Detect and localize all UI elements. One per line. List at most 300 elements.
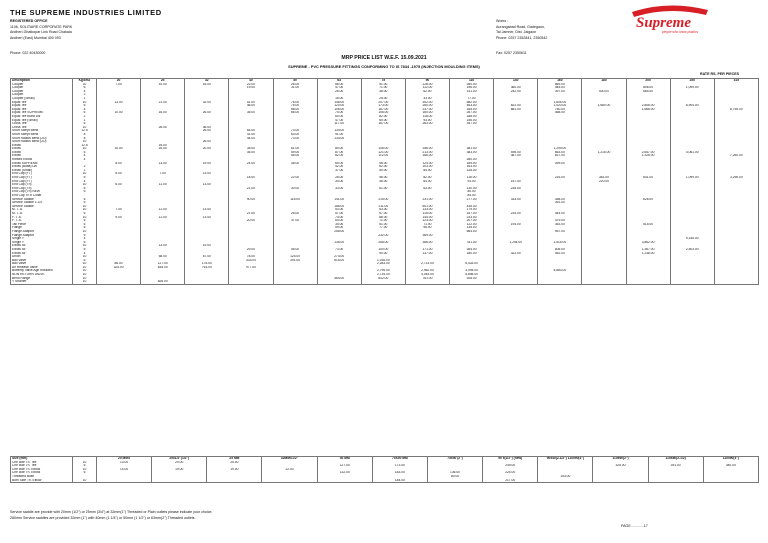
- price-cell: 16.00: [185, 83, 229, 87]
- price-cell: 36.00: [185, 126, 229, 130]
- price-cell: 19.00: [152, 468, 207, 472]
- price-cell: 167.00: [361, 122, 405, 126]
- price-cell: 156.00: [450, 119, 494, 123]
- page-number: PAGE.............17: [621, 524, 648, 528]
- price-cell: 84.00: [450, 194, 494, 198]
- price-cell: 263.00: [405, 122, 449, 126]
- item-description: F. T. A.: [11, 216, 73, 220]
- price-cell: 827.00: [538, 154, 582, 158]
- price-cell: 258.00: [317, 230, 361, 234]
- price-cell: 26.00: [185, 140, 229, 144]
- price-cell: 445.00: [538, 86, 582, 90]
- price-cell: 34.00: [317, 223, 361, 227]
- price-cell: 20.00: [152, 461, 207, 465]
- price-cell: 127.00: [141, 262, 185, 266]
- item-description: Elbow: [11, 147, 73, 151]
- price-cell: 664.00: [450, 230, 494, 234]
- price-cell: 440.00: [703, 464, 758, 468]
- price-cell: 60.00: [361, 119, 405, 123]
- price-cell: 3,094.00: [450, 269, 494, 273]
- price-cell: 153.00: [538, 475, 593, 479]
- item-description: Flange Adaptor: [11, 234, 73, 238]
- price-cell: 63.00: [405, 187, 449, 191]
- table-row: [11, 280, 759, 284]
- pressure-rating: 10: [73, 205, 97, 209]
- price-cell: 50.00: [361, 169, 405, 173]
- pressure-rating: 8: [73, 133, 97, 137]
- pressure-rating: 10: [73, 244, 97, 248]
- pressure-rating: 4: [73, 90, 97, 94]
- pressure-rating: 8: [73, 137, 97, 141]
- price-cell: 19.00: [207, 468, 262, 472]
- price-cell: 47.00: [317, 86, 361, 90]
- price-cell: 16.00: [141, 111, 185, 115]
- price-cell: 26.00: [141, 126, 185, 130]
- item-description: Equal Tee: [11, 108, 73, 112]
- price-cell: 38.00: [273, 162, 317, 166]
- price-cell: [670, 280, 714, 284]
- pressure-rating: 6: [73, 223, 97, 227]
- item-description: Service Saddle 1-1/2": [11, 201, 73, 205]
- price-table: [10, 78, 759, 285]
- price-cell: 84.00: [405, 169, 449, 173]
- pressure-rating: 10: [73, 126, 97, 130]
- price-cell: 96.00: [405, 226, 449, 230]
- pressure-rating: 6: [73, 122, 97, 126]
- pressure-rating: 6: [73, 471, 97, 475]
- pressure-rating: 10: [73, 83, 97, 87]
- price-cell: 280.00: [450, 83, 494, 87]
- price-cell: 128.00: [405, 83, 449, 87]
- price-cell: 73.00: [273, 137, 317, 141]
- price-cell: 333.00: [494, 198, 538, 202]
- price-cell: [152, 479, 207, 483]
- price-cell: 325.00: [97, 266, 141, 270]
- pressure-rating: 1: [73, 119, 97, 123]
- column-header: 40: [229, 79, 273, 83]
- address-line: Andheri-Ghatkopar Link Road Chakala: [10, 30, 72, 35]
- item-description: Flange Adaptor: [11, 230, 73, 234]
- item-description: Equal Tee (Small): [11, 119, 73, 123]
- price-cell: 763.00: [185, 266, 229, 270]
- pressure-rating: 10: [73, 277, 97, 281]
- price-cell: 397.00: [538, 90, 582, 94]
- address-line: Works :: [496, 19, 509, 23]
- price-cell: 96.00: [361, 162, 405, 166]
- price-cell: [626, 280, 670, 284]
- price-cell: 93.00: [405, 119, 449, 123]
- price-cell: 681.00: [494, 108, 538, 112]
- supreme-logo-graphic: [628, 3, 714, 36]
- price-cell: 124.00: [273, 255, 317, 259]
- pressure-rating: 6: [73, 176, 97, 180]
- price-cell: 7,250.00: [714, 154, 758, 158]
- price-cell: 67.00: [361, 212, 405, 216]
- footnote: Service saddle are provide with 20mm (1/2") or 25mm (3/4") at 32mm(1") Threaded or Plain outlets please indicate your choice.: [10, 510, 213, 514]
- price-cell: 10.00: [97, 147, 141, 151]
- company-name: THE SUPREME INDUSTRIES LIMITED: [10, 8, 162, 17]
- address-line: 1106, SOLITAIRE CORPORATE PARK: [10, 24, 73, 29]
- item-description: Coupler: [11, 90, 73, 94]
- column-header: 63: [317, 79, 361, 83]
- price-cell: [229, 280, 273, 284]
- price-cell: 260.00: [405, 104, 449, 108]
- price-cell: 302.00: [405, 101, 449, 105]
- price-cell: 46.00: [229, 104, 273, 108]
- price-cell: 13.00: [185, 183, 229, 187]
- price-cell: 137.00: [405, 252, 449, 256]
- price-cell: 234.00: [494, 212, 538, 216]
- price-cell: 134.00: [317, 129, 361, 133]
- price-cell: 387.00: [494, 154, 538, 158]
- price-cell: 51.00: [229, 101, 273, 105]
- price-cell: 8.00: [97, 162, 141, 166]
- price-cell: 167.00: [361, 108, 405, 112]
- item-description: Short Radius Bend (2D): [11, 137, 73, 141]
- pressure-rating: 10: [73, 468, 97, 472]
- address-line: REGISTERED OFFICE: [10, 19, 48, 23]
- item-description: End Cap (Th) NEW: [11, 190, 73, 194]
- price-cell: 10.00: [141, 83, 185, 87]
- item-description: End Cap Th b Collar: [11, 194, 73, 198]
- item-description: Threaded Bush: [11, 475, 73, 479]
- price-cell: [97, 280, 141, 284]
- price-cell: 73.00: [317, 248, 361, 252]
- pressure-rating: 6: [73, 219, 97, 223]
- price-cell: 77.00: [361, 226, 405, 230]
- price-cell: 13.00: [185, 216, 229, 220]
- price-cell: 47.00: [317, 119, 361, 123]
- rate-note: RATE RS. PER PIECES: [700, 72, 740, 76]
- price-cell: 391.00: [273, 259, 317, 263]
- price-cell: 56.00: [361, 176, 405, 180]
- price-cell: 381.00: [582, 176, 626, 180]
- item-description: Cross Tee: [11, 122, 73, 126]
- price-cell: 64.00: [405, 180, 449, 184]
- price-cell: 233.00: [450, 216, 494, 220]
- price-cell: 750.00: [538, 108, 582, 112]
- price-cell: 28.00: [317, 90, 361, 94]
- column-header: 160: [538, 79, 582, 83]
- price-cell: 515.00: [626, 223, 670, 227]
- price-cell: 10.00: [97, 111, 141, 115]
- price-cell: 806.00: [626, 86, 670, 90]
- price-cell: 173.00: [361, 104, 405, 108]
- price-cell: 1,020.00: [538, 104, 582, 108]
- price-cell: 9,155.00: [670, 237, 714, 241]
- price-cell: 64.00: [317, 219, 361, 223]
- price-cell: 264.00: [450, 248, 494, 252]
- price-cell: 582.00: [450, 101, 494, 105]
- price-cell: 781.00: [450, 241, 494, 245]
- item-description: Butterfly Valve Agri moulded: [11, 269, 73, 273]
- price-cell: 1,294.00: [494, 241, 538, 245]
- price-cell: 213.00: [405, 151, 449, 155]
- pressure-rating: 10: [73, 262, 97, 266]
- price-cell: 60.00: [317, 115, 361, 119]
- price-cell: 86.00: [97, 262, 141, 266]
- price-cell: 179.00: [450, 208, 494, 212]
- item-description: Elbow: [11, 144, 73, 148]
- price-cell: 103.00: [405, 165, 449, 169]
- pressure-rating: 6: [73, 248, 97, 252]
- footnote: 280mm Service saddles are provided 32mm (1") with 40mm (1 1/4") or 50mm (1 1/2") or 63mm(2") Threaded outlets.: [10, 516, 196, 520]
- price-cell: 34.00: [317, 180, 361, 184]
- price-cell: 13.00: [185, 172, 229, 176]
- item-description: M. T. A.: [11, 212, 73, 216]
- price-cell: 166.00: [405, 154, 449, 158]
- price-cell: 1,238.00: [626, 252, 670, 256]
- item-description: Elbow 45°: [11, 248, 73, 252]
- item-description: Che cide Th. Elbow: [11, 471, 73, 475]
- price-cell: 189.00: [450, 162, 494, 166]
- item-description: Equal Tee SUPREME: [11, 111, 73, 115]
- column-header: 90x40(2-1/2") 110x90(3"): [538, 457, 593, 461]
- price-cell: 8,795.00: [714, 108, 758, 112]
- price-cell: 386.00: [405, 241, 449, 245]
- price-cell: 115.00: [273, 198, 317, 202]
- column-header: 75: [361, 79, 405, 83]
- price-cell: 1,099.00: [670, 86, 714, 90]
- works-address: [496, 19, 547, 41]
- price-cell: [714, 280, 758, 284]
- price-cell: 20.00: [229, 219, 273, 223]
- pressure-rating: 10: [73, 147, 97, 151]
- price-cell: 134.00: [317, 137, 361, 141]
- column-header: 140: [494, 79, 538, 83]
- item-description: Elbow: [11, 151, 73, 155]
- price-cell: 176.00: [185, 262, 229, 266]
- price-cell: 4,044.00: [405, 273, 449, 277]
- price-cell: 13.00: [97, 461, 152, 465]
- price-cell: 353.00: [538, 223, 582, 227]
- price-cell: 136.00: [427, 471, 482, 475]
- price-cell: 71.00: [361, 219, 405, 223]
- price-cell: 35.00: [229, 111, 273, 115]
- price-cell: 25.00: [361, 97, 405, 101]
- column-header: Kg/cm2: [73, 79, 97, 83]
- item-description: Ribbed Elbow: [11, 158, 73, 162]
- price-cell: 25.00: [207, 461, 262, 465]
- price-cell: 53.00: [317, 208, 361, 212]
- price-cell: 5,898.00: [450, 273, 494, 277]
- price-cell: 135.00: [317, 241, 361, 245]
- column-header: Size (mm): [11, 457, 73, 461]
- price-cell: 80.00: [450, 190, 494, 194]
- price-cell: 67.00: [185, 255, 229, 259]
- pressure-rating: 6: [73, 151, 97, 155]
- column-header: 40 MM: [317, 457, 372, 461]
- price-cell: 237.00: [405, 108, 449, 112]
- price-cell: 80.00: [427, 475, 482, 479]
- pressure-rating: 4: [73, 108, 97, 112]
- item-description: Service Saddle: [11, 205, 73, 209]
- price-cell: 267.00: [450, 111, 494, 115]
- price-cell: 642.00: [361, 277, 405, 281]
- item-description: Short Swept Bend: [11, 129, 73, 133]
- price-cell: [582, 280, 626, 284]
- price-cell: 13.00: [97, 101, 141, 105]
- pressure-rating: 10: [73, 461, 97, 465]
- pressure-rating: 10: [73, 479, 97, 483]
- price-cell: 211.00: [361, 205, 405, 209]
- pressure-rating: 4: [73, 158, 97, 162]
- item-description: End Cap (Th): [11, 183, 73, 187]
- price-cell: 99.00: [317, 226, 361, 230]
- price-cell: 38.00: [361, 90, 405, 94]
- column-header: 25 MM: [207, 457, 262, 461]
- price-cell: 87.00: [317, 151, 361, 155]
- column-header: 110x60(2"): [593, 457, 648, 461]
- pressure-rating: 10: [73, 101, 97, 105]
- item-description: Coupler: [11, 86, 73, 90]
- pressure-rating: 6: [73, 104, 97, 108]
- price-cell: 123.00: [405, 219, 449, 223]
- price-cell: 2,713.00: [405, 262, 449, 266]
- price-cell: 2,503.00: [670, 248, 714, 252]
- item-description: Elbow: [11, 154, 73, 158]
- price-cell: 1,099.00: [670, 176, 714, 180]
- price-cell: 68.00: [273, 108, 317, 112]
- price-cell: 32.00: [185, 101, 229, 105]
- price-cell: 761.00: [405, 277, 449, 281]
- item-description: Equal Tee: [11, 104, 73, 108]
- price-cell: 26.00: [185, 111, 229, 115]
- price-cell: 274.00: [317, 255, 361, 259]
- price-cell: [207, 479, 262, 483]
- price-cell: [405, 280, 449, 284]
- pressure-rating: 12.5: [73, 144, 97, 148]
- price-cell: 345.00: [450, 108, 494, 112]
- item-description: M. T. A.: [11, 208, 73, 212]
- price-cell: 826.00: [141, 280, 185, 284]
- price-cell: [593, 479, 648, 483]
- price-cell: 194.00: [494, 223, 538, 227]
- price-cell: 505.00: [538, 248, 582, 252]
- price-cell: 22.00: [262, 468, 317, 472]
- item-description: Union: [11, 255, 73, 259]
- pressure-rating: 6: [73, 464, 97, 468]
- price-cell: 13.00: [141, 162, 185, 166]
- price-cell: 128.00: [450, 169, 494, 173]
- column-header: 25: [141, 79, 185, 83]
- price-cell: 224.00: [483, 471, 538, 475]
- pressure-rating: 6: [73, 226, 97, 230]
- column-header: 250: [670, 79, 714, 83]
- price-cell: 19.00: [185, 244, 229, 248]
- price-cell: [262, 479, 317, 483]
- pressure-rating: 6: [73, 201, 97, 205]
- item-description: F. T. A.: [11, 219, 73, 223]
- price-cell: 322.00: [494, 252, 538, 256]
- price-cell: 1,515.00: [538, 241, 582, 245]
- address-line: Tal Jamner, Dist. Jalgaon: [496, 30, 537, 35]
- price-cell: 664.00: [626, 90, 670, 94]
- column-header: 32MMX1/2": [262, 457, 317, 461]
- price-cell: 663.00: [538, 151, 582, 155]
- item-description: End Cap (FT): [11, 176, 73, 180]
- price-cell: 16.00: [141, 144, 185, 148]
- pressure-rating: 4: [73, 237, 97, 241]
- price-cell: 188.00: [317, 205, 361, 209]
- pressure-rating: 4: [73, 154, 97, 158]
- price-cell: 358.00: [538, 198, 582, 202]
- column-header: 20 MMX: [97, 457, 152, 461]
- price-cell: [427, 479, 482, 483]
- item-description: Air Release Valve: [11, 266, 73, 270]
- price-cell: 21.00: [229, 187, 273, 191]
- price-cell: 399.00: [538, 162, 582, 166]
- price-cell: 33.00: [317, 187, 361, 191]
- price-cell: 1,215.00: [582, 151, 626, 155]
- pressure-rating: 6: [73, 259, 97, 263]
- price-cell: 4,061.00: [670, 151, 714, 155]
- price-cell: 216.00: [538, 176, 582, 180]
- price-cell: 51.00: [361, 223, 405, 227]
- price-cell: 171.00: [405, 248, 449, 252]
- price-cell: 444.00: [538, 212, 582, 216]
- price-cell: 112.00: [361, 154, 405, 158]
- price-cell: 822.00: [494, 104, 538, 108]
- price-cell: 928.00: [450, 277, 494, 281]
- price-cell: 62.00: [361, 165, 405, 169]
- price-cell: 21.00: [229, 212, 273, 216]
- price-cell: 1,326.00: [626, 154, 670, 158]
- price-cell: 124.00: [405, 162, 449, 166]
- pressure-rating: 6: [73, 190, 97, 194]
- price-cell: 74.00: [317, 216, 361, 220]
- price-cell: 217.00: [483, 479, 538, 483]
- price-cell: 163.00: [450, 165, 494, 169]
- pressure-rating: 6: [73, 241, 97, 245]
- column-header: 200: [626, 79, 670, 83]
- pressure-rating: 2: [73, 93, 97, 97]
- column-header: 25x1/2"(1/2"): [152, 457, 207, 461]
- price-cell: 157.00: [450, 212, 494, 216]
- price-cell: 479.00: [538, 219, 582, 223]
- price-list-title: MRP PRICE LIST W.E.F. 15.09.2021: [341, 55, 427, 61]
- price-cell: 20.00: [185, 147, 229, 151]
- price-cell: 14.00: [97, 468, 152, 472]
- price-cell: 9.00: [97, 216, 141, 220]
- price-cell: 277.00: [450, 198, 494, 202]
- price-cell: 496.00: [494, 151, 538, 155]
- price-cell: 256.00: [405, 147, 449, 151]
- price-cell: 435.00: [450, 205, 494, 209]
- price-cell: 115.00: [405, 212, 449, 216]
- price-cell: 100.00: [361, 248, 405, 252]
- pressure-rating: 10: [73, 280, 97, 284]
- item-description: NON RETURN VALVE: [11, 273, 73, 277]
- price-cell: 464.00: [317, 277, 361, 281]
- price-cell: 45.00: [273, 248, 317, 252]
- item-description: Y Strainer: [11, 280, 73, 284]
- price-cell: 1,605.00: [538, 101, 582, 105]
- column-header: 50: [273, 79, 317, 83]
- price-cell: 89.00: [317, 147, 361, 151]
- threaded-fittings-table: [10, 456, 759, 483]
- column-header: 75x50 (2"): [427, 457, 482, 461]
- price-cell: 1,367.00: [626, 248, 670, 252]
- price-cell: 57.00: [317, 212, 361, 216]
- item-description: Ball Valve: [11, 262, 73, 266]
- price-cell: 207.00: [450, 219, 494, 223]
- price-cell: 183.00: [372, 471, 427, 475]
- item-description: Short Swept Bend: [11, 133, 73, 137]
- price-cell: 66.00: [317, 83, 361, 87]
- price-cell: 30.00: [273, 187, 317, 191]
- price-cell: 7.00: [97, 83, 141, 87]
